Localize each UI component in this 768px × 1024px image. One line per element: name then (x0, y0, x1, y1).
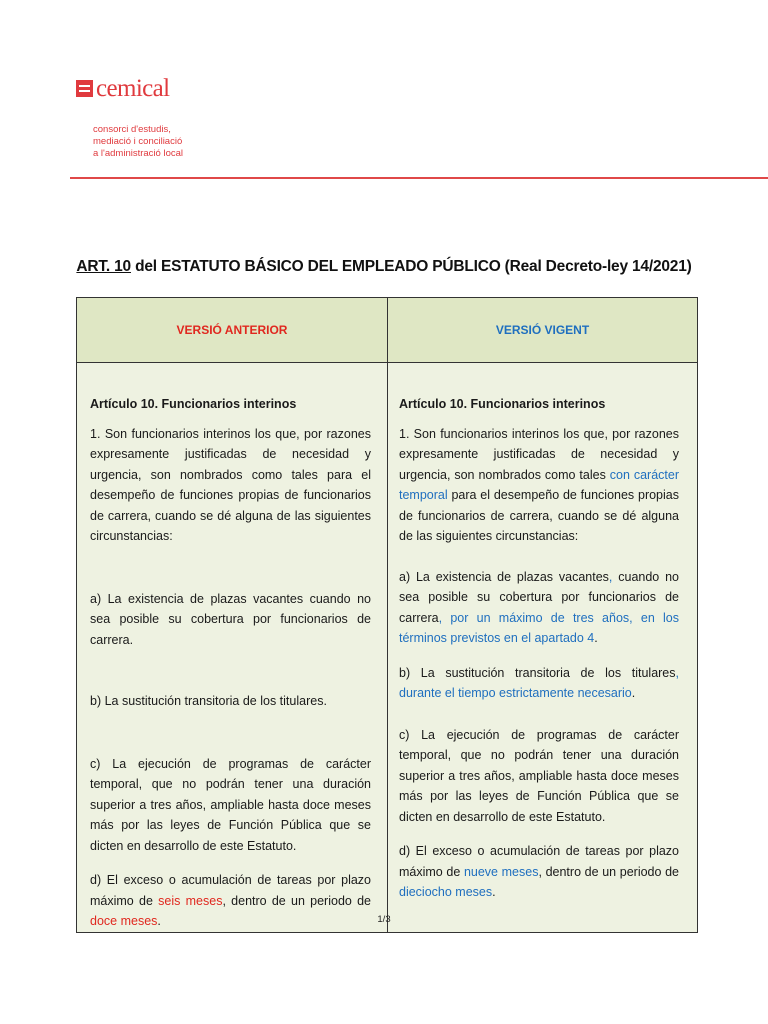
text-span: . (157, 914, 161, 928)
highlight-added: , durante el tiempo estrictamente necesario (399, 665, 679, 700)
text-span: para el desempeño de funciones propias de funcionarios de carrera, cuando se dé alguna de las siguientes circunstancias: (399, 488, 679, 543)
text-span: , dentro de un periodo de (538, 864, 679, 879)
previous-paragraph-b: b) La sustitución transitoria de los titulares. (90, 694, 327, 708)
current-paragraph-d (399, 841, 679, 903)
highlight-added: con carácter temporal (399, 467, 680, 502)
current-article-title: Artículo 10. Funcionarios interinos (399, 397, 606, 411)
current-paragraph-a (399, 567, 679, 649)
text-span: 1. Son funcionarios interinos los que, por razones expresamente justificadas de necesidad y urgencia, son nombrados como tales (399, 426, 679, 482)
document-heading (0, 258, 768, 276)
brand-tagline: consorci d'estudis, mediació i conciliació a l'administració local (93, 124, 183, 160)
previous-paragraph-c: c) La ejecución de programas de carácter temporal, que no podrán tener una duración superior a tres años, ampliable hasta doce meses más por las leyes de Función Pública que se dicten en desarrollo de este Estatuto. (90, 756, 371, 853)
text-span: . (594, 631, 598, 645)
current-version-cell (388, 363, 698, 933)
highlight-added: , (608, 569, 613, 584)
brand-logo (76, 76, 170, 101)
brand-name: cemical (96, 75, 170, 102)
current-paragraph-b (399, 663, 679, 704)
previous-paragraph-1: 1. Son funcionarios interinos los que, por razones expresamente justificadas de necesidad y urgencia, son nombrados como tales para el desempeño de funciones propias de funcionarios de carrera, cuando se dé alguna de las siguientes circunstancias: (90, 426, 371, 543)
text-span: d) El exceso o acumulación de tareas por plazo máximo de (90, 873, 371, 908)
page-number: 1/3 (377, 914, 391, 925)
text-span: a) La existencia de plazas vacantes (399, 569, 609, 584)
header-previous-version: VERSIÓ ANTERIOR (77, 298, 388, 363)
table-body-row (77, 363, 698, 933)
previous-paragraph-a: a) La existencia de plazas vacantes cuando no sea posible su cobertura por funcionarios de carrera. (90, 591, 371, 647)
comparison-table (76, 297, 698, 933)
highlight-added: , por un máximo de tres años, en los términos previstos en el apartado 4 (399, 610, 679, 645)
heading-title: del ESTATUTO BÁSICO DEL EMPLEADO PÚBLICO (Real Decreto-ley 14/2021) (130, 258, 692, 275)
previous-article-title: Artículo 10. Funcionarios interinos (90, 397, 297, 411)
text-span: cuando no sea posible su cobertura por funcionarios de carrera (399, 569, 679, 625)
highlight-added: nueve meses (463, 864, 539, 879)
header-current-version: VERSIÓ VIGENT (388, 298, 698, 363)
highlight-removed: doce meses (90, 914, 158, 928)
text-span: d) El exceso o acumulación de tareas por plazo máximo de (399, 844, 679, 879)
text-span: b) La sustitución transitoria de los titulares (399, 665, 676, 680)
text-span: . (631, 686, 636, 700)
highlight-added: dieciocho meses (399, 885, 493, 899)
text-span: , dentro de un periodo de (222, 893, 371, 908)
current-paragraph-c: c) La ejecución de programas de carácter temporal, que no podrán tener una duración superior a tres años, ampliable hasta doce meses más por las leyes de Función Pública que se dicten en desarrollo de este Estatuto. (399, 727, 679, 824)
highlight-removed: seis meses (158, 893, 223, 908)
header-divider (70, 177, 768, 179)
text-span: . (492, 885, 496, 899)
table-header-row (77, 298, 698, 363)
previous-version-cell (77, 363, 388, 933)
heading-article-label: ART. 10 (76, 258, 131, 275)
logo-mark-icon (76, 80, 93, 97)
current-paragraph-1 (399, 424, 679, 547)
